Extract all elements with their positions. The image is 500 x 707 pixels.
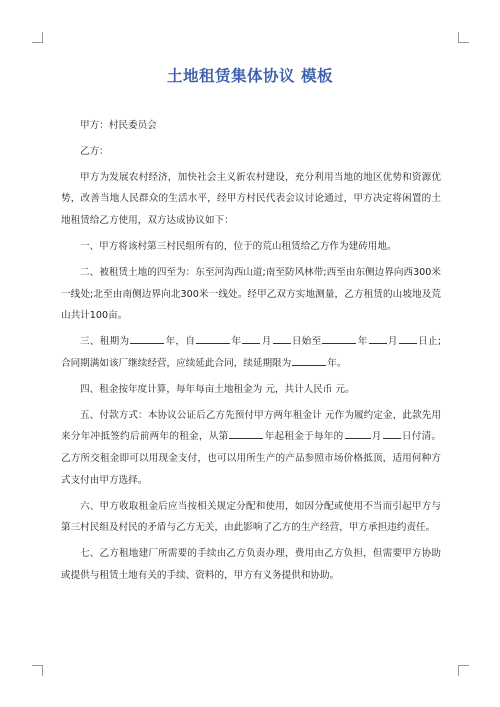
- clause-3-text: 日止;合同期满如该厂继续经营，应续延此合同，续延期限为: [61, 336, 442, 369]
- blank-field: [196, 334, 230, 344]
- clause-5-text: 月: [371, 431, 382, 443]
- blank-field: [383, 429, 401, 439]
- clause-3: [61, 331, 441, 374]
- clause-5: [61, 405, 441, 492]
- clause-2: 二、被租赁土地的四至为：东至河沟西山道;南至防风林带;西至由东侧边界向西300米一线处;北至由南侧边界向北300米一线处。经甲乙双方实地测量，乙方租赁的山坡地及荒山共计100亩。: [61, 266, 441, 322]
- blank-field: [242, 334, 260, 344]
- crop-mark-bottom-left: [32, 665, 43, 676]
- clause-3-text: 年: [231, 336, 242, 348]
- clause-7: 七、乙方租地建厂所需要的手续由乙方负责办理，费用由乙方负担，但需要甲方协助或提供与租赁土地有关的手续、资料的，甲方有义务提供和协助。: [61, 548, 441, 582]
- document-title: 土地租赁集体协议 模板: [167, 67, 333, 85]
- blank-field: [130, 334, 164, 344]
- intro-paragraph: 甲方为发展农村经济，加快社会主义新农村建设，充分利用当地的地区优势和资源优势，改善当地人民群众的生活水平，经甲方村民代表会议讨论通过，甲方决定将闲置的土地租赁给乙方使用，双方达成协议如下：: [61, 171, 441, 227]
- clause-3-text: 年，自: [165, 336, 196, 348]
- blank-field: [322, 334, 356, 344]
- clause-5-text: 五、付款方式：本协议公证后乙方先预付甲方两年租金计 元作为履约定金，此款先用来分年冲抵签约后前两年的租金，从第: [61, 409, 441, 443]
- document-body: [61, 115, 441, 591]
- clause-1: 一、甲方将该村第三村民组所有的，位于的荒山租赁给乙方作为建砖用地。: [80, 241, 397, 253]
- blank-field: [369, 334, 387, 344]
- clause-3-text: 月: [387, 336, 398, 348]
- clause-3-text: 年。: [327, 357, 347, 369]
- party-a-line: 甲方：村民委员会: [80, 120, 157, 131]
- blank-field: [229, 429, 263, 439]
- clause-5-text: 年起租金于每年的: [264, 431, 344, 443]
- blank-field: [292, 356, 326, 366]
- blank-field: [399, 334, 417, 344]
- blank-field: [345, 429, 371, 439]
- party-b-line: 乙方：: [80, 145, 109, 157]
- crop-mark-bottom-right: [458, 665, 469, 676]
- crop-mark-top-right: [458, 32, 469, 43]
- blank-field: [273, 334, 291, 344]
- clause-4: 四、租金按年度计算，每年每亩土地租金为 元，共计人民币 元。: [80, 383, 355, 395]
- clause-3-text: 日始至: [291, 336, 322, 348]
- clause-3-text: 年: [357, 336, 368, 348]
- clause-5-text: 日付清。乙方所交租金即可以用现金支付，也可以用所生产的产品参照市场价格抵顶，适用何种方式支付由甲方选择。: [61, 431, 442, 486]
- crop-mark-top-left: [32, 32, 43, 43]
- clause-6: 六、甲方收取租金后应当按相关规定分配和使用，如因分配或使用不当而引起甲方与第三村民组及村民的矛盾与乙方无关，由此影响了乙方的生产经营，甲方承担违约责任。: [61, 500, 441, 534]
- clause-3-text: 三、租期为: [80, 336, 130, 348]
- clause-3-text: 月: [261, 336, 272, 348]
